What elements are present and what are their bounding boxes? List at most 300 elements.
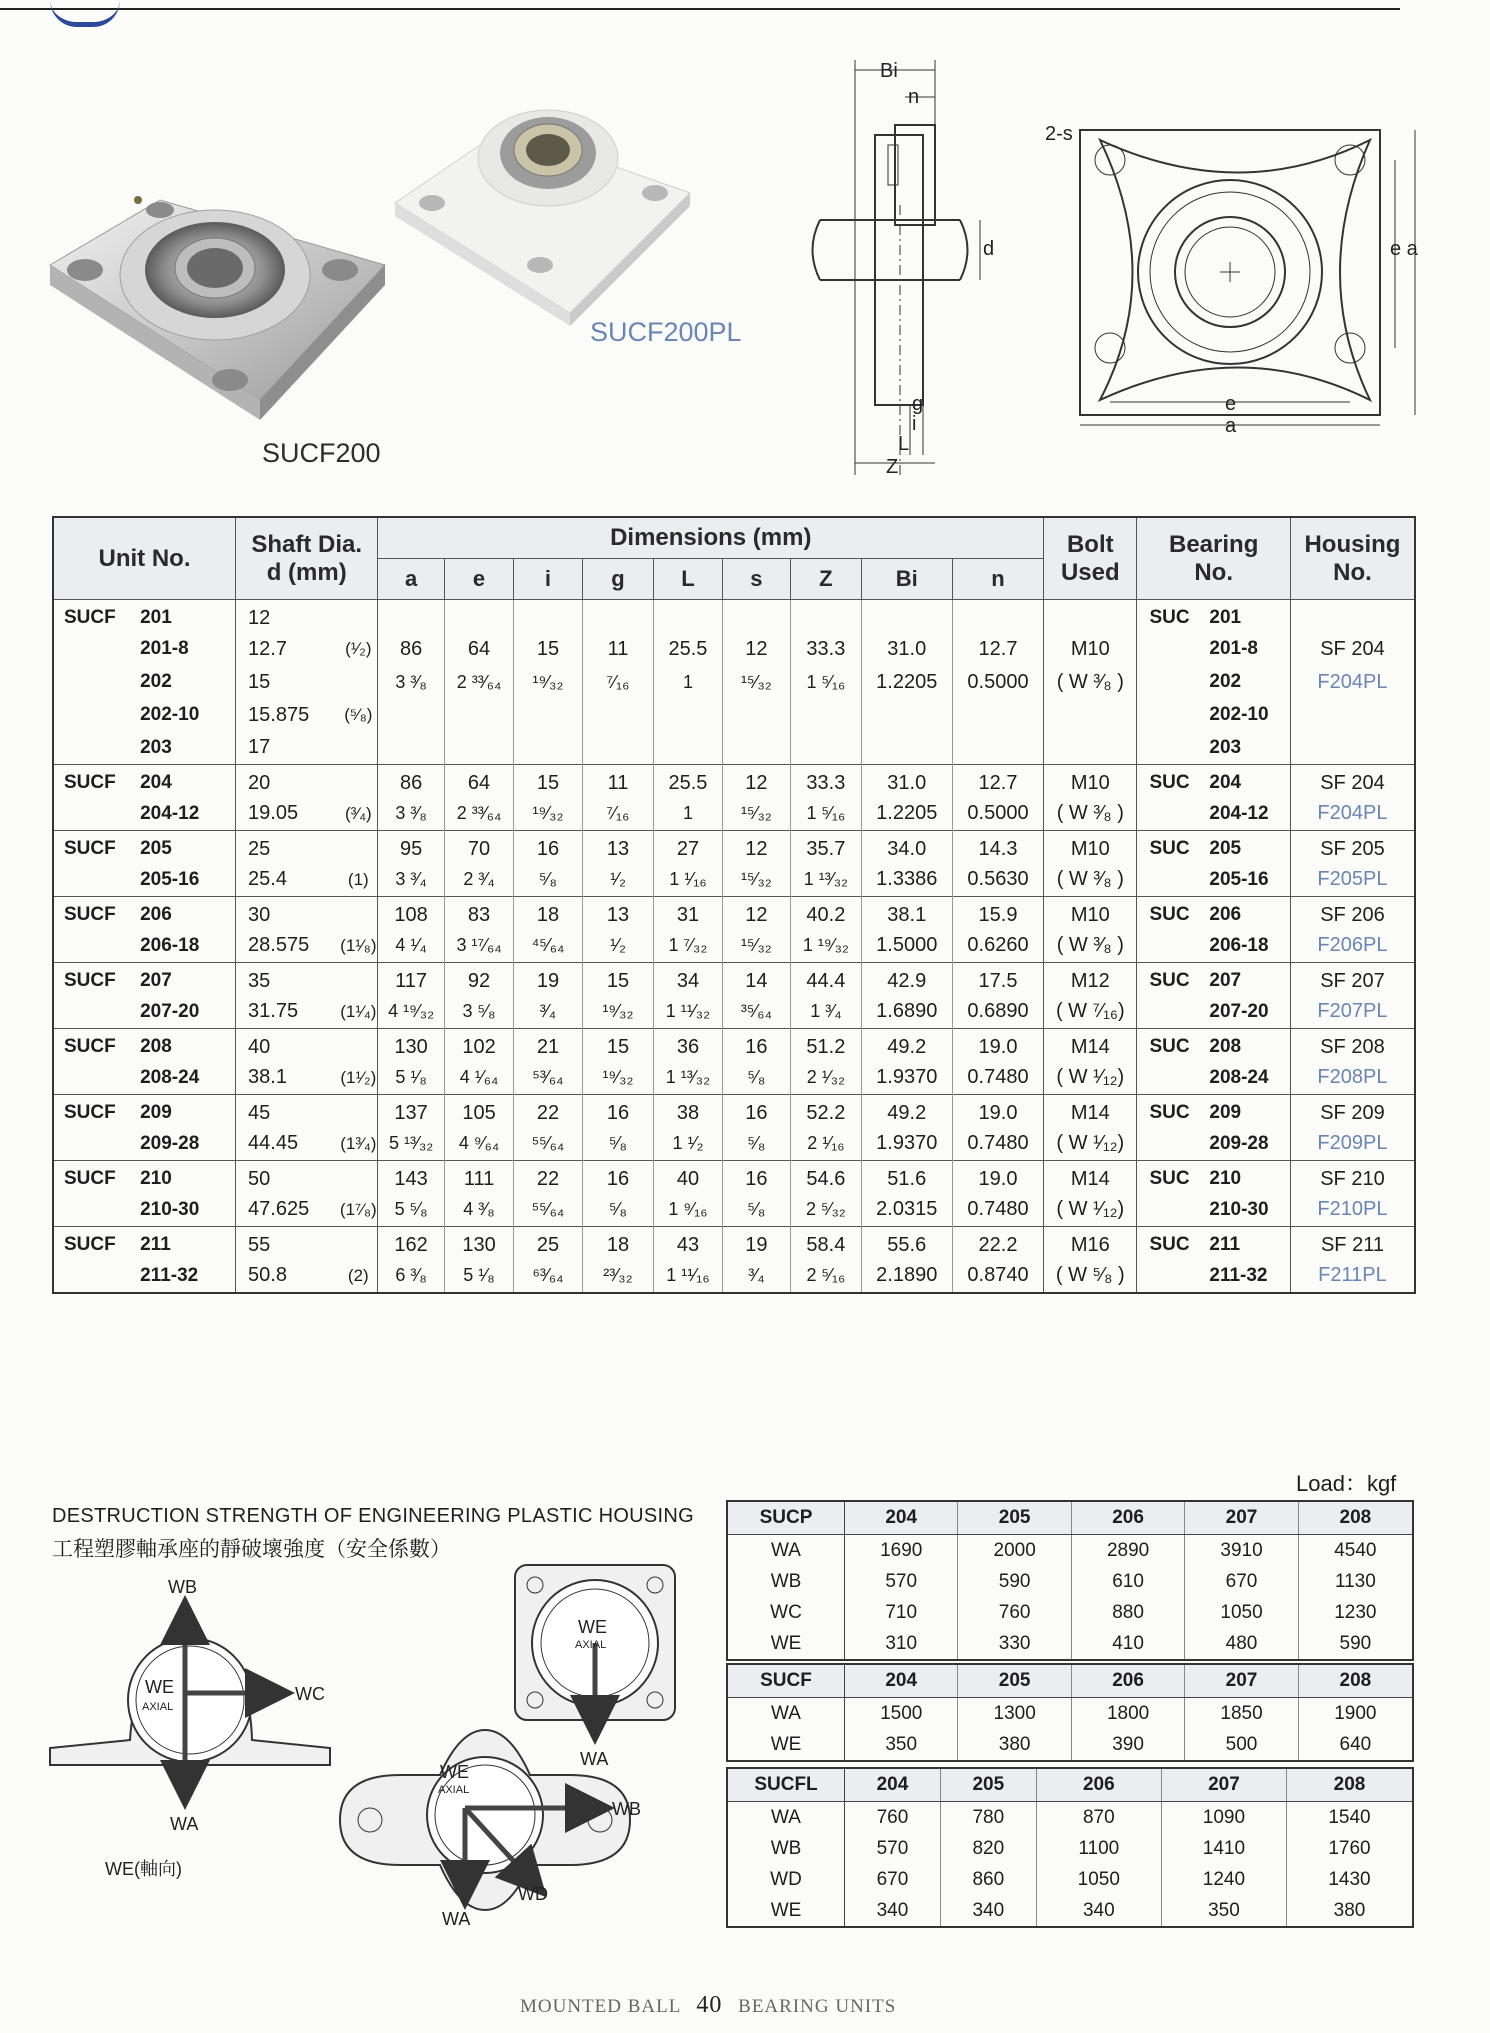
dim-bi-inch: 1.9370	[861, 1062, 952, 1095]
shaft-inch: (1)	[347, 869, 369, 889]
dim-label-e: e	[1225, 393, 1237, 415]
unit-prefix	[53, 864, 140, 897]
dim-n-inch: 0.6260	[952, 930, 1043, 963]
load-col-header: 208	[1286, 1768, 1413, 1802]
dim-a-inch: 5 ⁵⁄₈	[378, 1194, 444, 1227]
table-row	[727, 1833, 1413, 1864]
load-value: 1050	[1036, 1864, 1161, 1895]
dim-n-empty	[952, 699, 1043, 732]
diag3-wa: WA	[442, 1909, 471, 1929]
dim-label-z: Z	[886, 456, 899, 478]
bearing-prefix	[1137, 1260, 1205, 1293]
bolt-size: M10	[1044, 831, 1137, 864]
dim-l-inch: 1 ¹¹⁄₃₂	[654, 996, 722, 1029]
unit-prefix: SUCF	[53, 600, 140, 633]
dim-z-mm: 51.2	[791, 1029, 862, 1062]
bearing-prefix	[1137, 864, 1205, 897]
dim-n-inch: 0.7480	[952, 1194, 1043, 1227]
shaft-mm: 25.4	[236, 864, 340, 897]
dim-a-inch: 3 ³⁄₈	[378, 798, 444, 831]
dim-e-inch: 2 ³⁄₄	[444, 864, 513, 897]
dim-e-mm: 64	[444, 765, 513, 798]
housing-no: SF 209	[1290, 1095, 1415, 1128]
bearing-number: 209	[1205, 1095, 1290, 1128]
dim-i-inch: ³⁄₄	[514, 996, 582, 1029]
shaft-inch: (⁵⁄₈)	[344, 705, 373, 724]
header-bearing-line1: Bearing	[1169, 530, 1259, 558]
shaft-inch: (2)	[347, 1265, 369, 1285]
bearing-number: 204	[1205, 765, 1290, 798]
header-bearing-no	[1137, 517, 1290, 600]
dim-i-inch: ⁶³⁄₆₄	[514, 1260, 582, 1293]
dim-l-empty	[654, 732, 722, 765]
dim-z-empty	[791, 732, 862, 765]
shaft-inch: (1⁷⁄₈)	[339, 1199, 377, 1219]
housing-no-pl: F208PL	[1290, 1062, 1415, 1095]
dim-l-inch: 1 ¹⁄₂	[654, 1128, 722, 1161]
housing-empty	[1290, 600, 1415, 633]
header-dim-e: e	[444, 559, 513, 600]
diag3-we: WE	[440, 1762, 469, 1782]
bearing-number: 201-8	[1209, 638, 1258, 659]
diag2-we: WE	[578, 1617, 607, 1637]
housing-no-pl: F209PL	[1290, 1128, 1415, 1161]
shaft-inch: (1¹⁄₈)	[340, 935, 377, 955]
bearing-number: 201	[1205, 600, 1290, 633]
shaft-inch	[339, 831, 378, 864]
dim-l-mm: 25.5	[654, 633, 722, 666]
unit-prefix	[53, 1128, 140, 1161]
dim-i-mm: 22	[514, 1161, 582, 1194]
dim-label-g: g	[912, 393, 924, 415]
diag2-wa: WA	[580, 1749, 609, 1769]
table-row	[727, 1729, 1413, 1761]
unit-number: 201-8	[140, 638, 189, 659]
dim-label-d: d	[983, 238, 995, 260]
bearing-prefix	[1137, 732, 1205, 765]
load-row-key: WC	[727, 1597, 845, 1628]
header-dimensions: Dimensions (mm)	[378, 517, 1044, 559]
dim-n-mm: 12.7	[952, 633, 1043, 666]
shaft-inch	[339, 1095, 378, 1128]
dim-l-inch: 1 ¹⁄₁₆	[654, 864, 722, 897]
dim-label-2s: 2-s	[1045, 123, 1073, 145]
unit-number: 204-12	[140, 802, 200, 824]
shaft-inch	[339, 897, 378, 930]
load-unit-label: Load：kgf	[1296, 1471, 1397, 1496]
housing-no: SF 207	[1290, 963, 1415, 996]
bearing-number: 210-30	[1209, 1198, 1269, 1220]
dim-i-mm: 16	[514, 831, 582, 864]
dim-e-mm: 102	[444, 1029, 513, 1062]
load-col-header: 205	[958, 1664, 1071, 1698]
dim-l-inch: 1 ¹¹⁄₁₆	[654, 1260, 722, 1293]
table-row	[727, 1698, 1413, 1730]
bearing-number: 204-12	[1209, 802, 1269, 824]
shaft-mm: 12	[236, 600, 340, 633]
shaft-mm: 20	[236, 765, 340, 798]
load-table-sucp	[726, 1500, 1414, 1661]
dim-bi-inch: 1.5000	[861, 930, 952, 963]
dim-e-mm: 105	[444, 1095, 513, 1128]
unit-prefix: SUCF	[53, 1227, 140, 1260]
bearing-prefix	[1137, 699, 1205, 732]
dim-n-mm: 15.9	[952, 897, 1043, 930]
dim-z-mm: 44.4	[791, 963, 862, 996]
unit-number: 207	[140, 963, 235, 996]
bearing-prefix: SUC	[1137, 600, 1205, 633]
table-row	[53, 996, 1415, 1029]
dim-e-mm: 92	[444, 963, 513, 996]
dim-g-mm: 18	[582, 1227, 654, 1260]
bolt-inch: ( W ⁷⁄₁₆)	[1044, 996, 1137, 1029]
dim-l-mm: 43	[654, 1227, 722, 1260]
load-value: 1240	[1161, 1864, 1286, 1895]
dim-i-mm: 15	[514, 765, 582, 798]
load-value: 1130	[1298, 1566, 1413, 1597]
load-value: 610	[1071, 1566, 1184, 1597]
housing-no: SF 211	[1290, 1227, 1415, 1260]
dim-e-inch: 3 ¹⁷⁄₆₄	[444, 930, 513, 963]
table-row	[727, 1802, 1413, 1834]
shaft-inch	[339, 765, 378, 798]
load-value: 340	[1036, 1895, 1161, 1927]
load-value: 3910	[1185, 1535, 1298, 1567]
dim-l-inch: 1 ¹³⁄₃₂	[654, 1062, 722, 1095]
dim-z-mm: 35.7	[791, 831, 862, 864]
header-bolt-line2: Used	[1060, 558, 1120, 586]
unit-prefix: SUCF	[53, 765, 140, 798]
dim-z-inch: 2 ¹⁄₃₂	[791, 1062, 862, 1095]
diag3-wd: WD	[518, 1884, 548, 1904]
load-row-key: WA	[727, 1535, 845, 1567]
header-shaft-dia	[236, 517, 378, 600]
dim-e-empty	[444, 732, 513, 765]
load-value: 1300	[958, 1698, 1071, 1730]
load-value: 410	[1071, 1628, 1184, 1660]
dim-n-inch: 0.8740	[952, 1260, 1043, 1293]
dim-s-inch: ¹⁵⁄₃₂	[722, 798, 790, 831]
dim-n-empty	[952, 600, 1043, 633]
housing-no-pl: F207PL	[1290, 996, 1415, 1029]
table-row	[53, 1161, 1415, 1194]
shaft-inch: (¹⁄₂)	[345, 639, 372, 658]
dim-l-inch: 1	[654, 666, 722, 699]
unit-number: 207-20	[140, 1000, 200, 1022]
header-dim-z: Z	[791, 559, 862, 600]
load-col-header: 208	[1298, 1501, 1413, 1535]
load-row-key: WE	[727, 1628, 845, 1660]
bolt-size: M10	[1044, 897, 1137, 930]
dim-i-mm: 18	[514, 897, 582, 930]
dim-s-mm: 19	[722, 1227, 790, 1260]
unit-number: 210-30	[140, 1198, 200, 1220]
table-row	[53, 1029, 1415, 1062]
shaft-inch	[339, 1227, 378, 1260]
bolt-inch: ( W ³⁄₈ )	[1044, 666, 1137, 699]
dim-a-mm: 143	[378, 1161, 444, 1194]
shaft-mm: 15.875	[236, 699, 340, 732]
load-value: 4540	[1298, 1535, 1413, 1567]
dim-g-inch: ²³⁄₃₂	[582, 1260, 654, 1293]
page-number: 40	[696, 1992, 723, 2018]
dim-i-inch: ⁴⁵⁄₆₄	[514, 930, 582, 963]
dim-l-mm: 38	[654, 1095, 722, 1128]
footer-left: MOUNTED BALL	[520, 1996, 681, 2017]
unit-prefix	[53, 666, 140, 699]
shaft-mm: 17	[236, 732, 340, 765]
load-value: 640	[1298, 1729, 1413, 1761]
dim-label-a: a	[1225, 415, 1237, 437]
dim-bi-mm: 49.2	[861, 1095, 952, 1128]
bearing-prefix: SUC	[1137, 765, 1205, 798]
bearing-number: 209-28	[1209, 1132, 1269, 1154]
unit-number: 202-10	[140, 704, 200, 725]
dim-n-mm: 19.0	[952, 1029, 1043, 1062]
dim-i-inch: ⁵⁵⁄₆₄	[514, 1194, 582, 1227]
header-dim-s: s	[722, 559, 790, 600]
load-table-name: SUCFL	[727, 1768, 845, 1802]
shaft-inch	[339, 600, 378, 633]
load-value: 710	[845, 1597, 958, 1628]
dim-e-mm: 130	[444, 1227, 513, 1260]
dim-i-mm: 15	[514, 633, 582, 666]
dim-a-inch: 5 ¹⁄₈	[378, 1062, 444, 1095]
dim-g-mm: 15	[582, 963, 654, 996]
dim-i-inch: ⁵⁄₈	[514, 864, 582, 897]
load-value: 880	[1071, 1597, 1184, 1628]
diag2-axial: AXIAL	[575, 1639, 607, 1651]
shaft-mm: 44.45	[236, 1128, 340, 1161]
strength-diagram	[40, 1560, 720, 1980]
bearing-number: 206	[1205, 897, 1290, 930]
dim-bi-mm: 55.6	[861, 1227, 952, 1260]
dim-l-empty	[654, 699, 722, 732]
dim-a-mm: 86	[378, 765, 444, 798]
dim-s-inch: ¹⁵⁄₃₂	[722, 930, 790, 963]
dim-n-inch: 0.7480	[952, 1062, 1043, 1095]
shaft-mm: 50.8	[236, 1260, 340, 1293]
dim-s-mm: 16	[722, 1029, 790, 1062]
table-row	[53, 1194, 1415, 1227]
dim-e-inch: 4 ¹⁄₆₄	[444, 1062, 513, 1095]
dim-e-inch: 2 ³³⁄₆₄	[444, 798, 513, 831]
dim-l-mm: 36	[654, 1029, 722, 1062]
bearing-number: 207-20	[1209, 1000, 1269, 1022]
table-row	[727, 1597, 1413, 1628]
dim-n-mm: 22.2	[952, 1227, 1043, 1260]
dim-g-inch: ⁵⁄₈	[582, 1128, 654, 1161]
dim-n-inch: 0.5000	[952, 798, 1043, 831]
photo1-label: SUCF200	[262, 438, 381, 468]
load-value: 1500	[845, 1698, 958, 1730]
dim-a-empty	[378, 600, 444, 633]
dim-bi-empty	[861, 732, 952, 765]
dim-bi-empty	[861, 699, 952, 732]
load-value: 1090	[1161, 1802, 1286, 1834]
diag1-axial: AXIAL	[142, 1701, 174, 1713]
dim-z-inch: 2 ⁵⁄₃₂	[791, 1194, 862, 1227]
load-col-header: 206	[1036, 1768, 1161, 1802]
bolt-empty	[1044, 699, 1137, 732]
dim-g-mm: 11	[582, 633, 654, 666]
load-value: 760	[958, 1597, 1071, 1628]
dim-bi-mm: 34.0	[861, 831, 952, 864]
dim-g-mm: 11	[582, 765, 654, 798]
dim-n-mm: 19.0	[952, 1095, 1043, 1128]
unit-number: 209	[140, 1095, 235, 1128]
housing-no-pl: F204PL	[1290, 798, 1415, 831]
bearing-prefix	[1137, 996, 1205, 1029]
table-row	[53, 699, 1415, 732]
dim-l-inch: 1 ⁹⁄₁₆	[654, 1194, 722, 1227]
bearing-prefix: SUC	[1137, 1029, 1205, 1062]
bearing-prefix	[1137, 1128, 1205, 1161]
dim-s-inch: ⁵⁄₈	[722, 1194, 790, 1227]
dim-bi-inch: 1.3386	[861, 864, 952, 897]
dim-s-empty	[722, 732, 790, 765]
diag3-axial: AXIAL	[438, 1784, 470, 1796]
table-row	[53, 1095, 1415, 1128]
header-dim-a: a	[378, 559, 444, 600]
shaft-inch: (1³⁄₄)	[340, 1133, 377, 1153]
table-row	[53, 600, 1415, 633]
housing-no: SF 204	[1290, 765, 1415, 798]
table-row	[53, 666, 1415, 699]
dim-g-inch: ¹⁹⁄₃₂	[582, 1062, 654, 1095]
bolt-size: M12	[1044, 963, 1137, 996]
strength-title-en: DESTRUCTION STRENGTH OF ENGINEERING PLASTIC HOUSING	[52, 1505, 695, 1527]
header-housing-no	[1290, 517, 1415, 600]
unit-number: 210	[140, 1161, 235, 1194]
dim-g-mm: 13	[582, 831, 654, 864]
load-value: 1690	[845, 1535, 958, 1567]
front-view-drawing	[1040, 110, 1440, 445]
header-bolt-used	[1044, 517, 1137, 600]
dim-s-mm: 12	[722, 897, 790, 930]
shaft-mm: 28.575	[236, 930, 340, 963]
load-table-sucf	[726, 1663, 1414, 1762]
shaft-mm: 31.75	[236, 996, 340, 1029]
table-row	[727, 1864, 1413, 1895]
load-value: 860	[940, 1864, 1036, 1895]
dim-e-inch: 4 ³⁄₈	[444, 1194, 513, 1227]
dim-s-mm: 12	[722, 765, 790, 798]
dim-l-mm: 27	[654, 831, 722, 864]
dim-i-mm: 21	[514, 1029, 582, 1062]
diag1-wb: WB	[168, 1577, 197, 1597]
dim-s-mm: 12	[722, 831, 790, 864]
dim-g-inch: ¹⁹⁄₃₂	[582, 996, 654, 1029]
load-col-header: 207	[1161, 1768, 1286, 1802]
shaft-inch	[339, 732, 378, 765]
page-footer	[520, 1992, 896, 2019]
dim-s-empty	[722, 600, 790, 633]
table-row	[53, 864, 1415, 897]
dim-bi-inch: 1.9370	[861, 1128, 952, 1161]
dim-e-empty	[444, 699, 513, 732]
dim-n-mm: 12.7	[952, 765, 1043, 798]
bolt-inch: ( W ³⁄₈ )	[1044, 864, 1137, 897]
bolt-inch: ( W ¹⁄₁₂)	[1044, 1194, 1137, 1227]
unit-prefix: SUCF	[53, 1095, 140, 1128]
dim-a-mm: 86	[378, 633, 444, 666]
dim-i-empty	[514, 732, 582, 765]
dim-a-inch: 4 ¹⁄₄	[378, 930, 444, 963]
housing-no: SF 205	[1290, 831, 1415, 864]
dim-a-inch: 3 ³⁄₄	[378, 864, 444, 897]
dim-n-mm: 17.5	[952, 963, 1043, 996]
load-col-header: 204	[845, 1501, 958, 1535]
load-value: 590	[1298, 1628, 1413, 1660]
load-value: 570	[845, 1833, 941, 1864]
dim-a-empty	[378, 699, 444, 732]
housing-no-pl: F210PL	[1290, 1194, 1415, 1227]
bolt-size: M16	[1044, 1227, 1137, 1260]
diag1-wc: WC	[295, 1684, 325, 1704]
dim-i-mm: 25	[514, 1227, 582, 1260]
dim-g-empty	[582, 600, 654, 633]
load-col-header: 207	[1185, 1501, 1298, 1535]
table-row	[727, 1535, 1413, 1567]
load-row-key: WB	[727, 1566, 845, 1597]
load-value: 780	[940, 1802, 1036, 1834]
unit-prefix: SUCF	[53, 1161, 140, 1194]
dim-bi-mm: 51.6	[861, 1161, 952, 1194]
load-value: 670	[1185, 1566, 1298, 1597]
dim-a-mm: 162	[378, 1227, 444, 1260]
bearing-prefix: SUC	[1137, 897, 1205, 930]
shaft-inch	[339, 666, 378, 699]
shaft-mm: 45	[236, 1095, 340, 1128]
bolt-size: M14	[1044, 1161, 1137, 1194]
header-dim-n: n	[952, 559, 1043, 600]
dim-i-inch: ⁵³⁄₆₄	[514, 1062, 582, 1095]
load-table-name: SUCP	[727, 1501, 845, 1535]
load-col-header: 205	[958, 1501, 1071, 1535]
dim-z-mm: 52.2	[791, 1095, 862, 1128]
diag3-wb: WB	[612, 1799, 641, 1819]
dim-g-inch: ¹⁄₂	[582, 864, 654, 897]
bearing-number: 206-18	[1209, 934, 1269, 956]
load-row-key: WD	[727, 1864, 845, 1895]
load-col-header: 207	[1185, 1664, 1298, 1698]
dim-g-mm: 15	[582, 1029, 654, 1062]
shaft-inch	[339, 963, 378, 996]
dim-l-mm: 31	[654, 897, 722, 930]
dim-bi-empty	[861, 600, 952, 633]
table-row	[53, 633, 1415, 666]
load-col-header: 205	[940, 1768, 1036, 1802]
bolt-inch: ( W ⁵⁄₈ )	[1044, 1260, 1137, 1293]
bolt-inch: ( W ³⁄₈ )	[1044, 930, 1137, 963]
shaft-mm: 30	[236, 897, 340, 930]
dim-a-empty	[378, 732, 444, 765]
dim-e-inch: 3 ⁵⁄₈	[444, 996, 513, 1029]
bearing-number: 211	[1205, 1227, 1290, 1260]
table-row	[727, 1628, 1413, 1660]
diag1-we: WE	[145, 1677, 174, 1697]
housing-empty	[1290, 699, 1415, 732]
dim-z-mm: 33.3	[791, 765, 862, 798]
dim-a-inch: 4 ¹⁹⁄₃₂	[378, 996, 444, 1029]
dim-e-mm: 64	[444, 633, 513, 666]
dim-i-empty	[514, 600, 582, 633]
unit-prefix	[53, 1194, 140, 1227]
strength-title-zh: 工程塑膠軸承座的靜破壞強度（安全係數）	[52, 1538, 451, 1561]
load-value: 390	[1071, 1729, 1184, 1761]
dim-a-inch: 6 ³⁄₈	[378, 1260, 444, 1293]
